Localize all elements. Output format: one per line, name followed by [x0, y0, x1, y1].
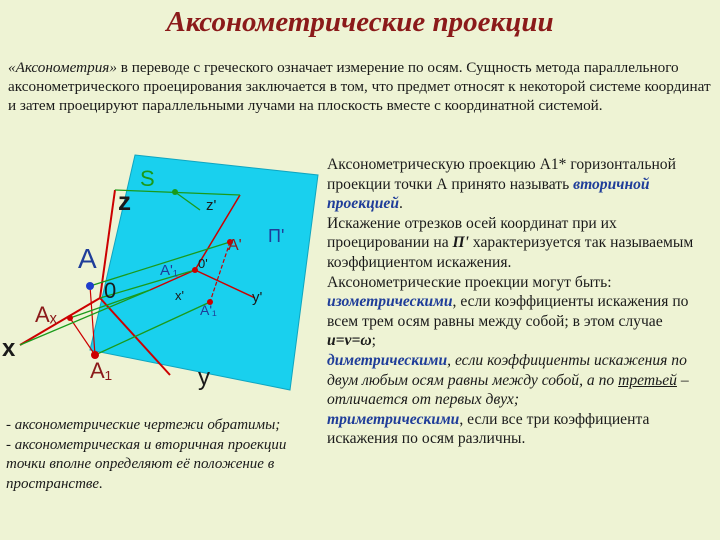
label-a1-prime-lower: A'₁ — [200, 302, 217, 318]
term-plane: П' — [452, 234, 469, 252]
label-z-prime: z' — [206, 197, 217, 214]
paragraph-distortion: Искажение отрезков осей координат при их проецировании на П' характеризуется так называемым коэффициентом искажения. — [327, 214, 694, 271]
label-ax: Aₓ — [35, 302, 57, 327]
axis-x — [20, 298, 100, 345]
paragraph-secondary-projection: Аксонометрическую проекцию А1* горизонтальной проекции точки А принято называть вторичной проекцией. — [327, 156, 676, 213]
label-zero: 0 — [104, 278, 117, 303]
label-y: y — [198, 364, 210, 391]
label-x-prime: x' — [175, 288, 184, 303]
label-a1: A₁ — [90, 358, 113, 383]
term-isometric: изометрическими — [327, 293, 453, 311]
iso-formula: u=v=ω — [327, 332, 372, 350]
label-a1-prime: A'₁ — [160, 262, 178, 279]
label-a-prime: A' — [228, 237, 242, 254]
conclusions — [6, 416, 318, 494]
label-plane: П' — [268, 226, 285, 246]
label-zero-prime: 0' — [198, 256, 208, 271]
term-third: третьей — [618, 371, 677, 389]
explanation-text — [327, 155, 715, 449]
paragraph-dimetric: диметрическими, если коэффициенты искажения по двум любым осям равны между собой, а по третьей – отличается от первых двух; — [327, 351, 689, 409]
intro-quote: «Аксонометрия» — [8, 59, 117, 76]
intro-text: в переводе с греческого означает измерение по осям. Сущность метода параллельного аксонометрического проецирования заключается в том, что предмет относят к некоторой системе координат и затем проецируют параллельными лучами на плоскость вместе с координатной системой. — [8, 59, 711, 114]
conclusion-1: - аксонометрические чертежи обратимы; — [6, 417, 281, 433]
intro-paragraph — [8, 58, 714, 115]
label-x: x — [2, 335, 16, 362]
label-y-prime: y' — [252, 289, 263, 306]
conclusion-2: - аксонометрическая и вторичная проекции точки вполне определяют её положение в пространстве. — [6, 436, 287, 492]
page-title: Аксонометрические проекции — [166, 6, 554, 38]
axonometric-diagram — [0, 150, 320, 400]
term-secondary-projection: вторичной проекцией — [327, 175, 650, 213]
label-z: z — [118, 186, 131, 216]
label-s: S — [140, 166, 155, 191]
point-ax — [67, 315, 73, 321]
paragraph-isometric: изометрическими, если коэффициенты искажения по всем трем осям равны между собой; в этом случае u=v=ω; — [327, 293, 689, 350]
point-a — [86, 282, 94, 290]
term-dimetric: диметрическими — [327, 351, 448, 369]
label-a: A — [78, 243, 97, 274]
point-s — [172, 189, 178, 195]
term-trimetric: триметрическими — [327, 410, 460, 428]
paragraph-types: Аксонометрические проекции могут быть: — [327, 273, 612, 291]
a-ax — [70, 318, 95, 355]
paragraph-trimetric: триметрическими, если все три коэффициента искажения по осям различны. — [327, 410, 650, 448]
